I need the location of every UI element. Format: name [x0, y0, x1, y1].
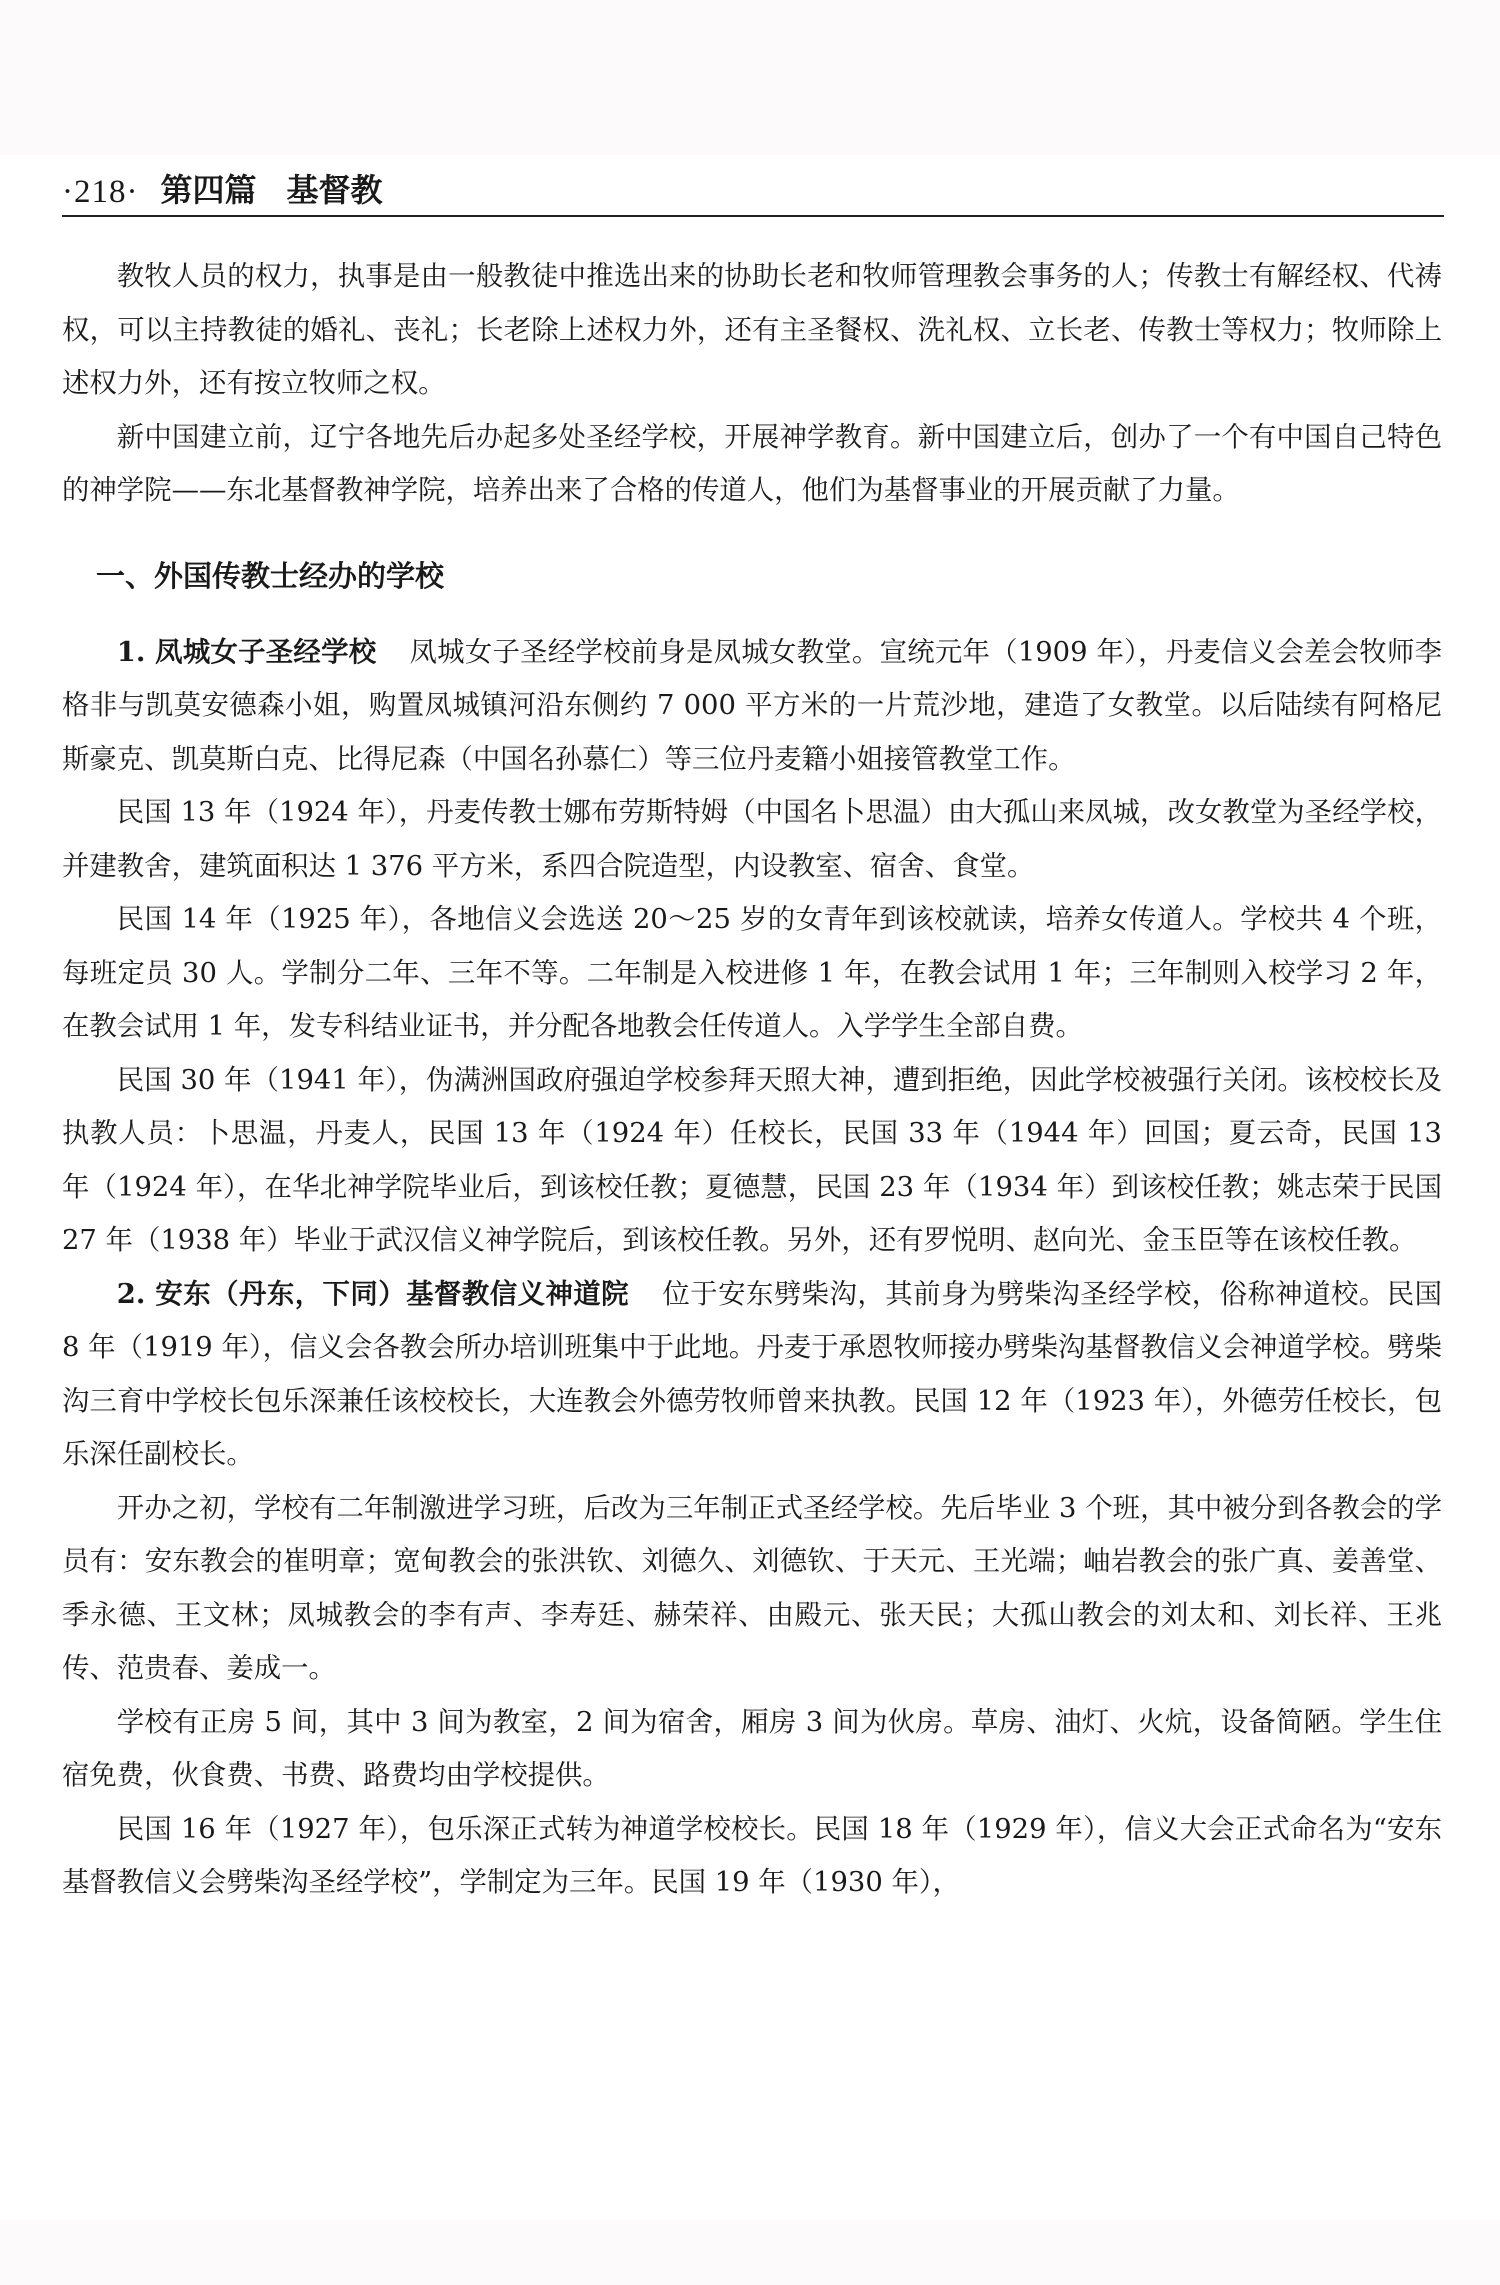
paragraph: 开办之初，学校有二年制激进学习班，后改为三年制正式圣经学校。先后毕业 3 个班，其中被分到各教会的学员有：安东教会的崔明章；宽甸教会的张洪钦、刘德久、刘德钦、于天元、王光端；岫岩教会的张广真、姜善堂、季永德、王文林；凤城教会的李有声、李寿廷、赫荣祥、由殿元、张天民；大孤山教会的刘太和、刘长祥、王兆传、范贵春、姜成一。: [62, 1492, 1442, 1684]
paragraph: 民国 13 年（1924 年），丹麦传教士娜布劳斯特姆（中国名卜思温）由大孤山来凤城，改女教堂为圣经学校，并建教舍，建筑面积达 1 376 平方米，系四合院造型，内设教室、宿舍、食堂。: [62, 797, 1442, 882]
paragraph: 民国 16 年（1927 年），包乐深正式转为神道学校校长。民国 18 年（1929 年），信义大会正式命名为“安东基督教信义会劈柴沟圣经学校”，学制定为三年。民国 19 年（1930 年），: [62, 1813, 1442, 1898]
page-number: ·218·: [62, 174, 139, 210]
paragraph: 教牧人员的权力，执事是由一般教徒中推选出来的协助长老和牧师管理教会事务的人；传教士有解经权、代祷权，可以主持教徒的婚礼、丧礼；长老除上述权力外，还有主圣餐权、洗礼权、立长老、传教士等权力；牧师除上述权力外，还有按立牧师之权。: [62, 261, 1442, 399]
header-rule: [62, 215, 1444, 217]
scan-margin-top: [0, 0, 1500, 155]
paragraph: 民国 30 年（1941 年），伪满洲国政府强迫学校参拜天照大神，遭到拒绝，因此学校被强行关闭。该校校长及执教人员：卜思温，丹麦人，民国 13 年（1924 年）任校长，民国 33 年（1944 年）回国；夏云奇，民国 13 年（1924 年），在华北神学院毕业后，到该校任教；夏德慧，民国 23 年（1934 年）到该校任教；姚志荣于民国 27 年（1938 年）毕业于武汉信义神学院后，到该校任教。另外，还有罗悦明、赵向光、金玉臣等在该校任教。: [62, 1064, 1442, 1256]
running-header: [62, 155, 1442, 211]
chapter-title: 基督教: [286, 171, 383, 209]
running-title: [160, 165, 382, 211]
paragraph: 学校有正房 5 间，其中 3 间为教室，2 间为宿舍，厢房 3 间为伙房。草房、油灯、火炕，设备简陋。学生住宿免费，伙食费、书费、路费均由学校提供。: [62, 1706, 1442, 1791]
list-item: [62, 1268, 1442, 1482]
list-item: [62, 626, 1442, 787]
section-heading: 一、外国传教士经办的学校: [96, 558, 445, 593]
item-text: 位于安东劈柴沟，其前身为劈柴沟圣经学校，俗称神道校。民国 8 年（1919 年），信义会各教会所办培训班集中于此地。丹麦于承恩牧师接办劈柴沟基督教信义会神道学校。劈柴沟三育中学校长包乐深兼任该校校长，大连教会外德劳牧师曾来执教。民国 12 年（1923 年），外德劳任校长，包乐深任副校长。: [62, 1278, 1442, 1470]
part-title: 第四篇: [160, 171, 257, 209]
body-text: [62, 250, 1442, 1910]
paragraph: 民国 14 年（1925 年），各地信义会选送 20～25 岁的女青年到该校就读，培养女传道人。学校共 4 个班，每班定员 30 人。学制分二年、三年不等。二年制是入校进修 1 年，在教会试用 1 年；三年制则入校学习 2 年，在教会试用 1 年，发专科结业证书，并分配各地教会任传道人。入学学生全部自费。: [62, 904, 1442, 1042]
item-title: 1. 凤城女子圣经学校: [116, 635, 377, 668]
item-text: 凤城女子圣经学校前身是凤城女教堂。宣统元年（1909 年），丹麦信义会差会牧师李格非与凯莫安德森小姐，购置凤城镇河沿东侧约 7 000 平方米的一片荒沙地，建造了女教堂。以后陆续有阿格尼斯豪克、凯莫斯白克、比得尼森（中国名孙慕仁）等三位丹麦籍小姐接管教堂工作。: [62, 636, 1442, 775]
scan-margin-bottom: [0, 2220, 1500, 2285]
book-page: [0, 155, 1500, 2220]
item-title: 2. 安东（丹东，下同）基督教信义神道院: [116, 1277, 630, 1310]
paragraph: 新中国建立前，辽宁各地先后办起多处圣经学校，开展神学教育。新中国建立后，创办了一个有中国自己特色的神学院——东北基督教神学院，培养出来了合格的传道人，他们为基督事业的开展贡献了力量。: [62, 421, 1442, 506]
